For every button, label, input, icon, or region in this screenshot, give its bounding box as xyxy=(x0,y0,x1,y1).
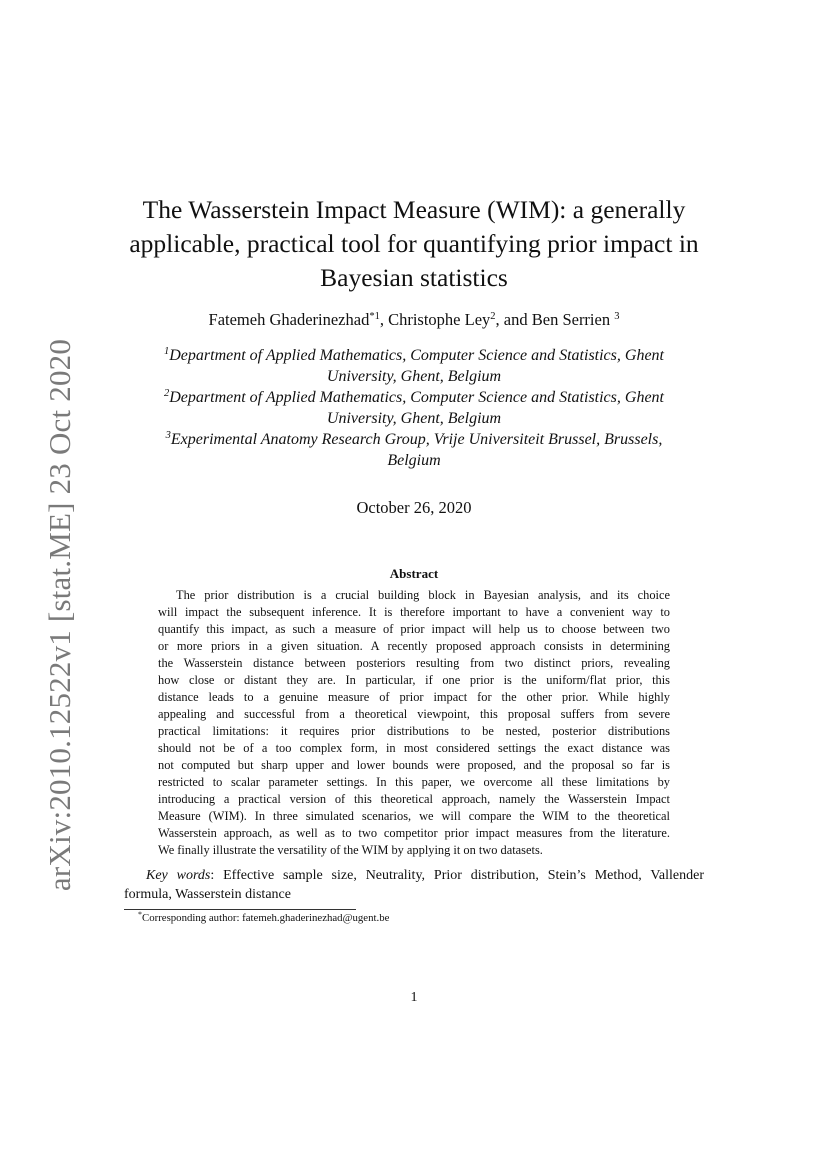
abstract-line: introducing a practical version of this theoretical approach, namely the Wasserstein Impact xyxy=(158,792,670,806)
author-1-name: Fatemeh Ghaderinezhad xyxy=(208,310,370,329)
abstract-heading: Abstract xyxy=(389,566,439,581)
paper-title xyxy=(0,193,828,295)
affiliation-3 xyxy=(128,429,700,471)
affiliation-2 xyxy=(128,387,700,429)
affiliation-1-line-2: University, Ghent, Belgium xyxy=(326,368,502,385)
abstract-body xyxy=(158,587,670,859)
keywords-list-part-1: : Effective sample size, Neutrality, Prior distribution, Stein’s Method, Vallender xyxy=(210,868,704,883)
title-line-2: applicable, practical tool for quantifying prior impact in xyxy=(129,229,699,258)
author-separator-2: , and xyxy=(495,310,532,329)
abstract-line: The prior distribution is a crucial building block in Bayesian analysis, and its choice xyxy=(176,588,670,602)
abstract-line: not computed but sharp upper and lower bounds were proposed, and the proposal so far is xyxy=(158,758,670,772)
affiliation-1 xyxy=(128,345,700,387)
abstract-line: distance leads to a genuine measure of prior impact for the other prior. While highly xyxy=(158,690,670,704)
affiliation-1-number: 1 xyxy=(164,346,170,357)
abstract-line: the Wasserstein distance between posteriors resulting from two distinct priors, revealing xyxy=(158,656,670,670)
affiliation-list xyxy=(128,345,700,471)
affiliation-2-line-1 xyxy=(128,387,700,408)
author-3-name: Ben Serrien xyxy=(531,310,615,329)
abstract-line: appealing and successful from a theoretical viewpoint, this proposal suffers from severe xyxy=(158,707,670,721)
keywords-block xyxy=(124,866,704,904)
abstract-line: or more priors in a given situation. A recently proposed approach consists in determining xyxy=(158,639,670,653)
affiliation-2-text-1: Department of Applied Mathematics, Computer Science and Statistics, Ghent xyxy=(169,389,664,406)
abstract-line: quantify this impact, as such a measure of prior impact will help us to choose between two xyxy=(158,622,670,636)
title-line-1: The Wasserstein Impact Measure (WIM): a generally xyxy=(142,195,686,224)
author-list xyxy=(0,310,828,330)
abstract-line: will impact the subsequent inference. It is therefore important to have a convenient way to xyxy=(158,605,670,619)
affiliation-1-line-1 xyxy=(128,345,700,366)
keywords-label: Key words xyxy=(146,868,211,883)
affiliation-2-line-2: University, Ghent, Belgium xyxy=(326,410,502,427)
author-separator-1: , xyxy=(379,310,389,329)
affiliation-3-line-1 xyxy=(128,429,700,450)
author-1-superscript: *1 xyxy=(369,311,380,322)
abstract-line: Wasserstein approach, as well as to two competitor prior impact measures from the literature. xyxy=(158,826,670,840)
keywords-line-1 xyxy=(124,866,704,885)
abstract-line: restricted to scalar parameter settings. In this paper, we overcome all these limitations by xyxy=(158,775,670,789)
affiliation-1-text-1: Department of Applied Mathematics, Computer Science and Statistics, Ghent xyxy=(169,347,664,364)
footnote-text: Corresponding author: fatemeh.ghaderinezhad@ugent.be xyxy=(142,912,390,924)
abstract-line: practical limitations: it requires prior distributions to be nested, posterior distributions xyxy=(158,724,670,738)
affiliation-3-text-1: Experimental Anatomy Research Group, Vrije Universiteit Brussel, Brussels, xyxy=(170,431,663,448)
footnote-divider xyxy=(124,909,356,910)
footnote-marker: * xyxy=(138,910,142,919)
title-line-3: Bayesian statistics xyxy=(320,263,508,292)
keywords-list-part-2: formula, Wasserstein distance xyxy=(124,887,291,902)
affiliation-3-number: 3 xyxy=(165,430,171,441)
arxiv-identifier-stamp: arXiv:2010.12522v1 [stat.ME] 23 Oct 2020 xyxy=(42,338,77,892)
page-number: 1 xyxy=(410,990,418,1005)
abstract-line: Measure (WIM). In three simulated scenarios, we will compare the WIM to the theoretical xyxy=(158,809,670,823)
affiliation-3-line-2: Belgium xyxy=(387,452,441,469)
author-3-superscript: 3 xyxy=(614,311,620,322)
affiliation-2-number: 2 xyxy=(164,388,170,399)
corresponding-author-footnote xyxy=(138,911,389,925)
author-2-name: Christophe Ley xyxy=(388,310,491,329)
abstract-line: should not be of a too complex form, in most considered settings the exact distance was xyxy=(158,741,670,755)
abstract-line: We finally illustrate the versatility of the WIM by applying it on two datasets. xyxy=(158,843,543,857)
paper-date: October 26, 2020 xyxy=(356,498,472,517)
author-2-superscript: 2 xyxy=(490,311,496,322)
abstract-line: how close or distant they are. In particular, if one prior is the uniform/flat prior, this xyxy=(158,673,670,687)
